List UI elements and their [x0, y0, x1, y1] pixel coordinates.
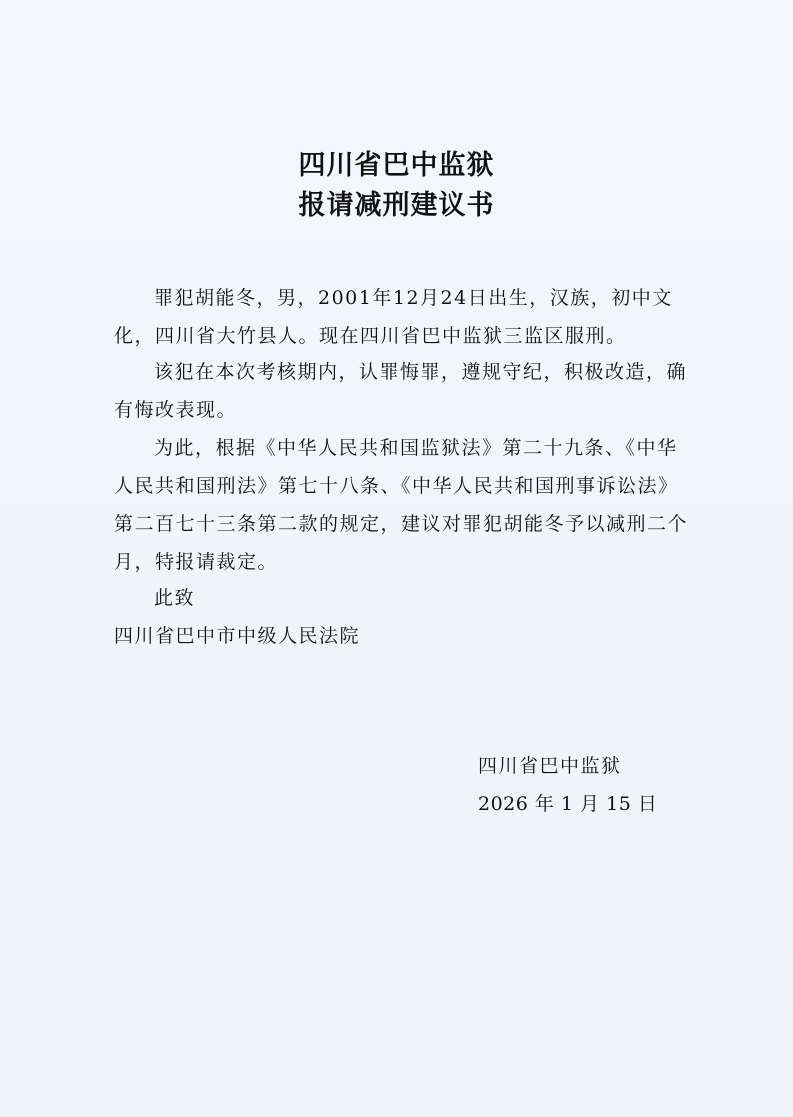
paragraph-criminal-info: 罪犯胡能冬，男，2001年12月24日出生，汉族，初中文化，四川省大竹县人。现在四川省巴中监狱三监区服刑。: [114, 287, 673, 347]
paragraph-performance: 该犯在本次考核期内，认罪悔罪，遵规守纪，积极改造，确有悔改表现。: [114, 361, 688, 421]
recipient: 四川省巴中市中级人民法院: [114, 625, 361, 647]
signature-organization: 四川省巴中监狱: [478, 755, 622, 777]
document-title-line2: 报请减刑建议书: [298, 190, 495, 221]
paragraph-legal-basis: 为此，根据《中华人民共和国监狱法》第二十九条、《中华人民共和国刑法》第七十八条、《中华人民共和国刑事诉讼法》第二百七十三条第二款的规定，建议对罪犯胡能冬予以减刑二个月，特报请裁定。: [114, 437, 689, 573]
signature-date: 2026 年 1 月 15 日: [478, 793, 658, 815]
document-title-line1: 四川省巴中监狱: [298, 150, 495, 181]
salutation: 此致: [154, 587, 196, 609]
